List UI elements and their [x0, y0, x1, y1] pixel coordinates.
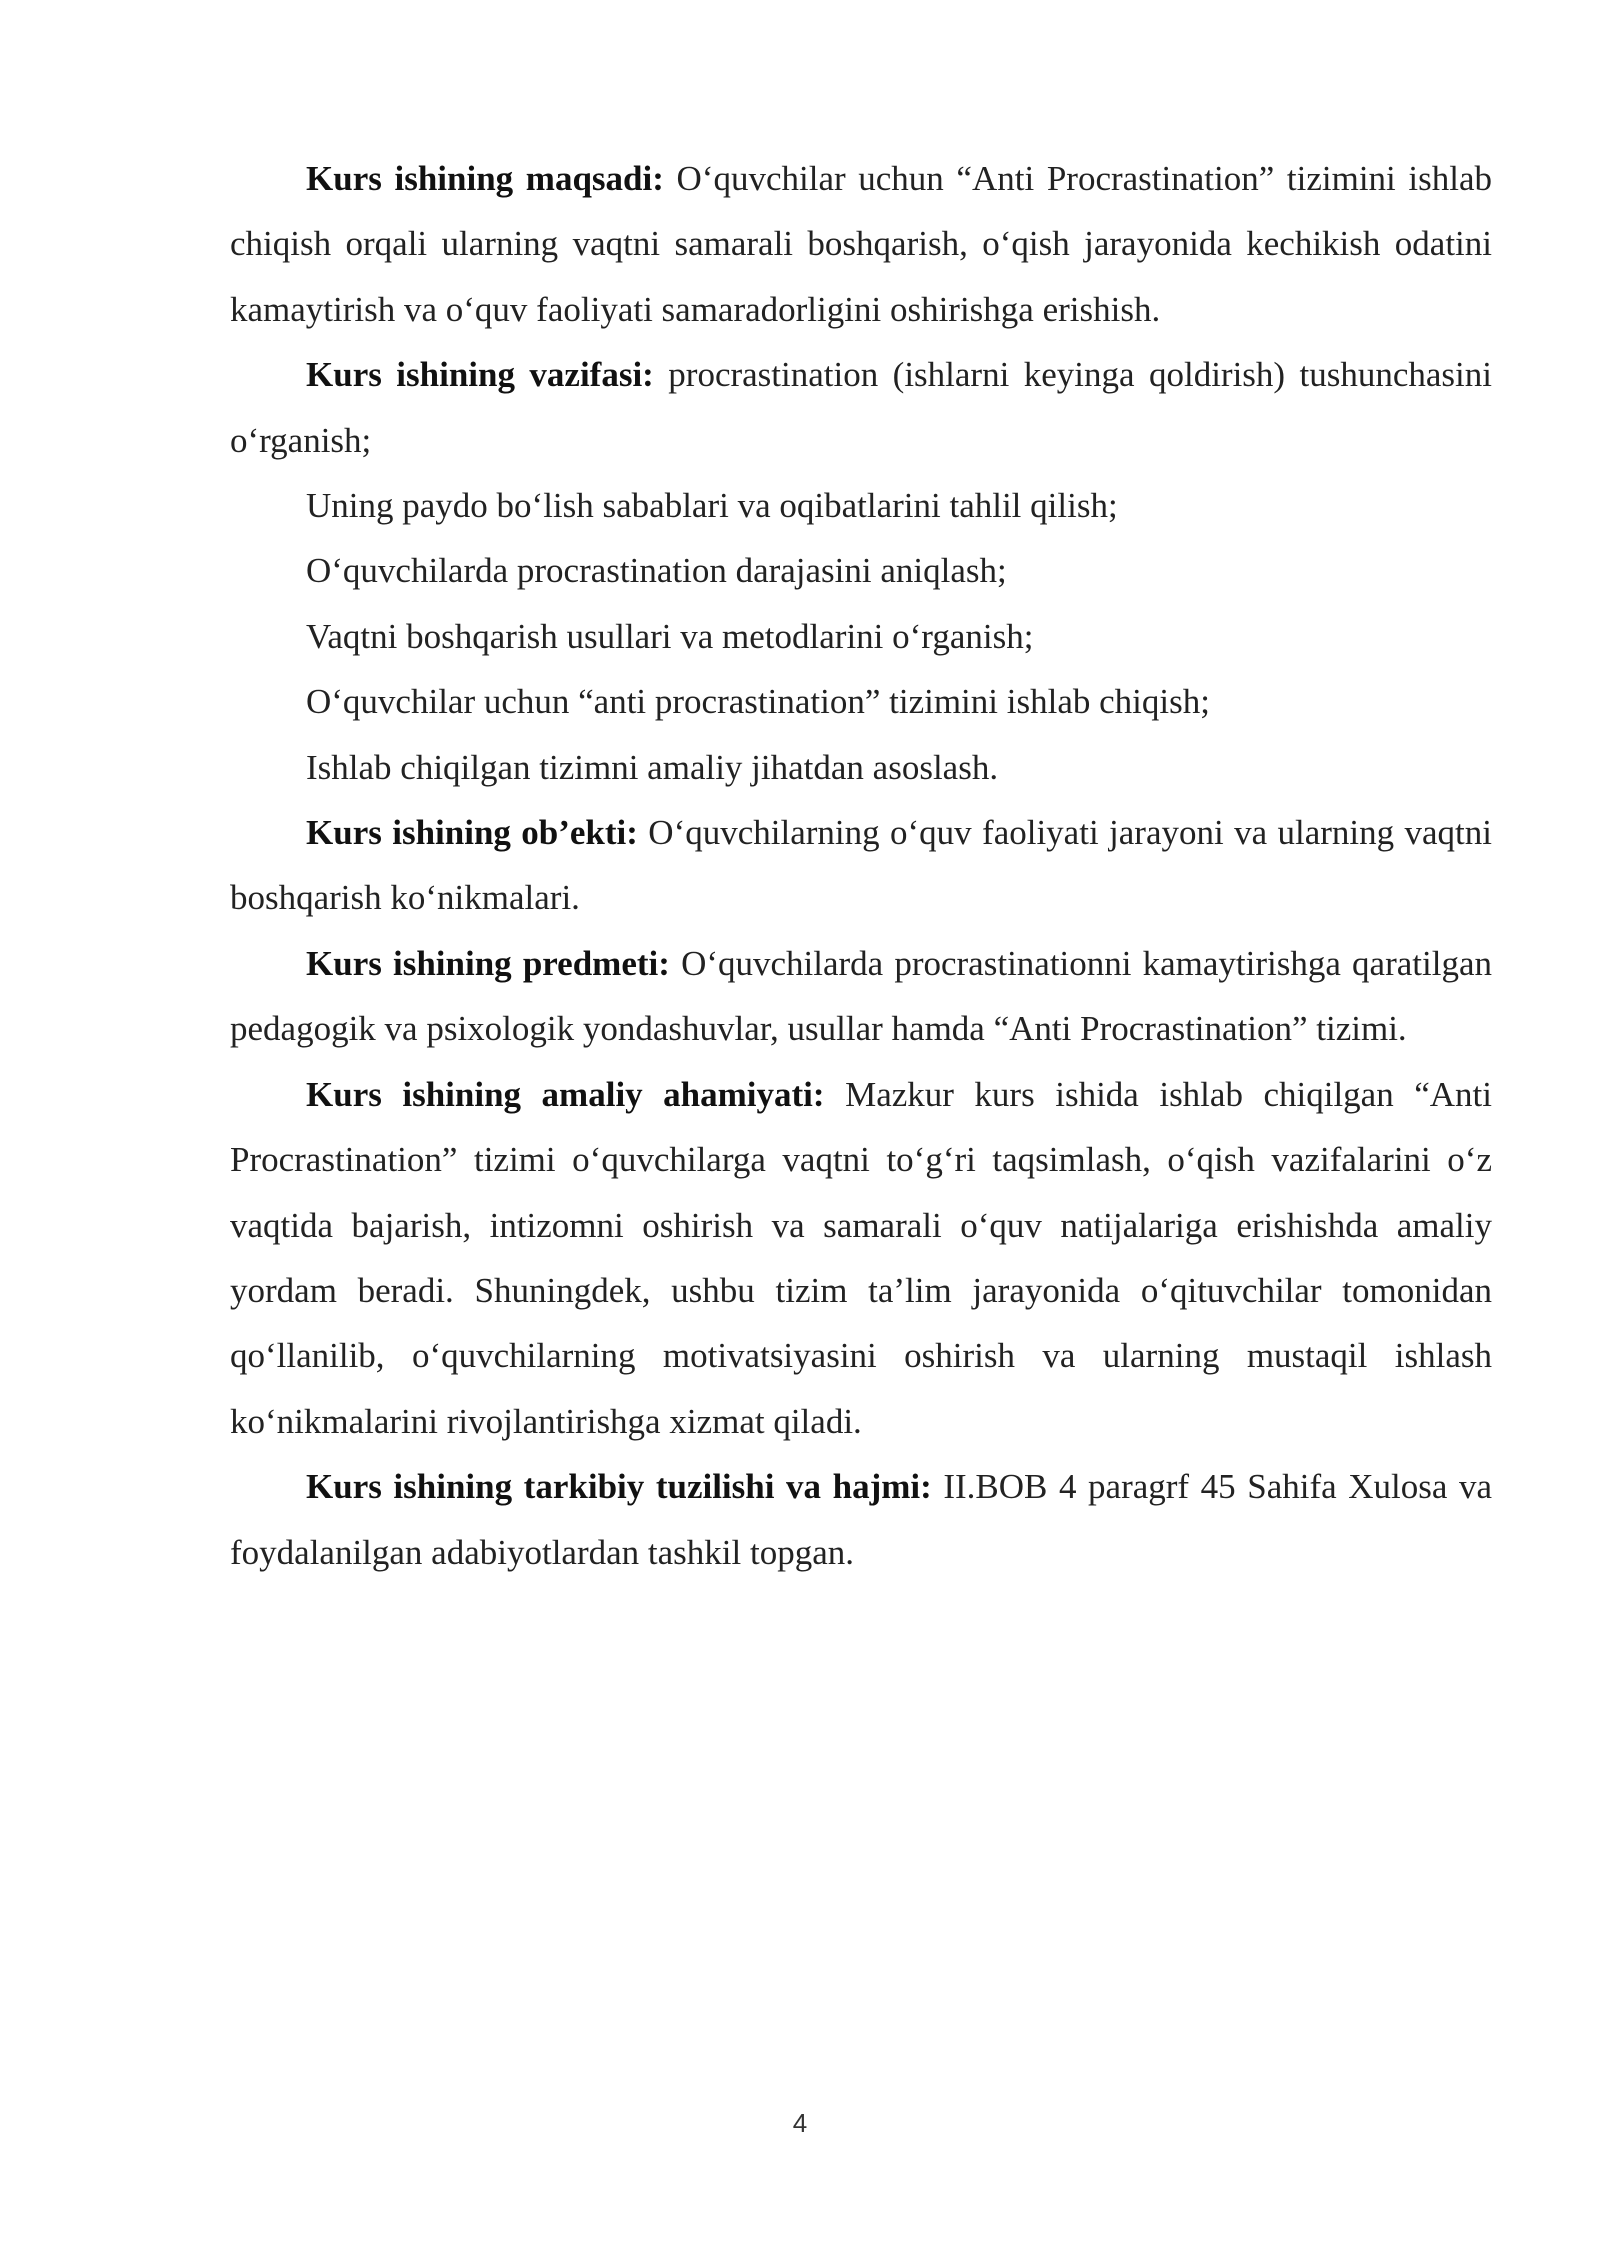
page-body	[230, 146, 1492, 1585]
paragraph-label: Kurs ishining vazifasi:	[306, 355, 654, 395]
paragraph-text: procrastination (ishlarni keyinga qoldirish) tushunchasini o‘rganish;	[230, 355, 1493, 460]
task-item: Uning paydo bo‘lish sabablari va oqibatlarini tahlil qilish;	[306, 486, 1118, 526]
paragraph-text: II.BOB 4 paragrf 45 Sahifa Xulosa va foydalanilgan adabiyotlardan tashkil topgan.	[230, 1467, 1492, 1572]
paragraph-obekti	[230, 800, 1492, 931]
task-item: O‘quvchilar uchun “anti procrastination” tizimini ishlab chiqish;	[306, 682, 1210, 722]
paragraph-label: Kurs ishining maqsadi:	[306, 159, 664, 198]
paragraph-vazifasi	[230, 342, 1492, 473]
paragraph-label: Kurs ishining amaliy ahamiyati:	[306, 1074, 825, 1114]
paragraph-text: O‘quvchilar uchun “Anti Procrastination” tizimini ishlab chiqish orqali ularning vaqtni samarali boshqarish, o‘qish jarayonida kechikish odatini kamaytirish va o‘quv faoliyati samaradorligini oshirishga erishish.	[230, 159, 1492, 329]
paragraph-label: Kurs ishining predmeti:	[306, 943, 670, 983]
page-number: 4	[792, 2108, 808, 2138]
task-item: Ishlab chiqilgan tizimni amaliy jihatdan asoslash.	[306, 747, 999, 787]
paragraph-maqsadi	[230, 146, 1492, 342]
task-item: O‘quvchilarda procrastination darajasini aniqlash;	[306, 551, 1007, 591]
paragraph-amaliy-ahamiyati	[230, 1062, 1492, 1454]
paragraph-text: O‘quvchilarda procrastinationni kamaytirishga qaratilgan pedagogik va psixologik yondashuvlar, usullar hamda “Anti Procrastination” tizimi.	[230, 943, 1492, 1049]
paragraph-tarkibiy-tuzilishi	[230, 1454, 1492, 1585]
paragraph-label: Kurs ishining ob’ekti:	[306, 813, 638, 853]
task-item: Vaqtni boshqarish usullari va metodlarini o‘rganish;	[306, 616, 1034, 656]
paragraph-predmeti	[230, 931, 1492, 1062]
paragraph-text: O‘quvchilarning o‘quv faoliyati jarayoni va ularning vaqtni boshqarish ko‘nikmalari.	[230, 813, 1492, 918]
paragraph-text: Mazkur kurs ishida ishlab chiqilgan “Anti Procrastination” tizimi o‘quvchilarga vaqtni to‘g‘ri taqsimlash, o‘qish vazifalarini o‘z vaqtida bajarish, intizomni oshirish va samarali o‘quv natijalariga erishishda amaliy yordam beradi. Shuningdek, ushbu tizim ta’lim jarayonida o‘qituvchilar tomonidan qo‘llanilib, o‘quvchilarning motivatsiyasini oshirish va ularning mustaqil ishlash ko‘nikmalarini rivojlantirishga xizmat qiladi.	[230, 1074, 1492, 1441]
paragraph-label: Kurs ishining tarkibiy tuzilishi va hajmi:	[306, 1467, 932, 1507]
